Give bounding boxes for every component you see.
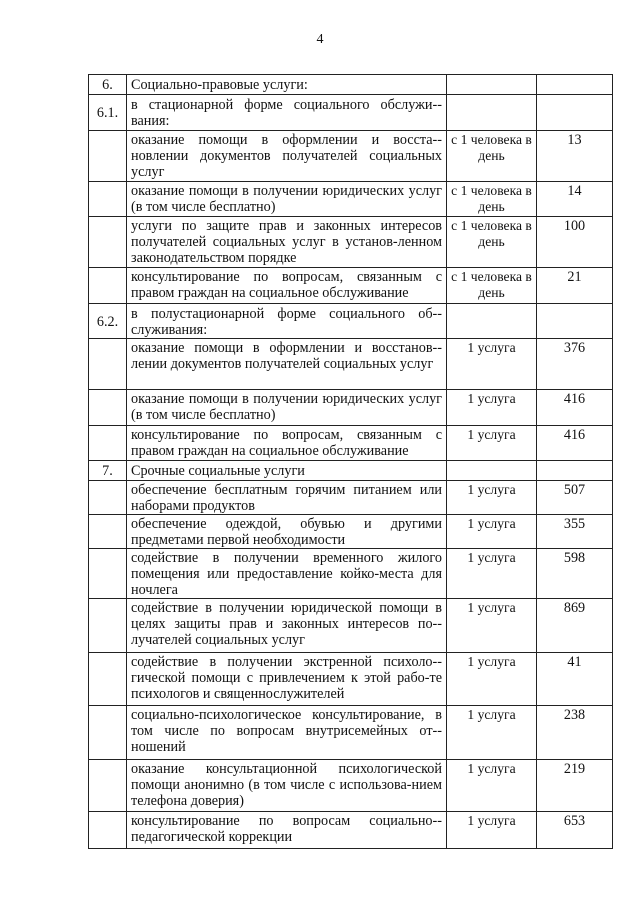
service-description-cell: оказание помощи в получении юридических услуг (в том числе бесплатно) bbox=[127, 390, 447, 426]
unit-cell: 1 услуга bbox=[447, 599, 537, 653]
table-row bbox=[89, 481, 613, 515]
row-number-cell bbox=[89, 390, 127, 426]
service-description-cell: в полустационарной форме социального об-служивания: bbox=[127, 304, 447, 339]
tariff-value-cell bbox=[537, 461, 613, 481]
row-number-cell bbox=[89, 217, 127, 268]
tariff-value-cell: 14 bbox=[537, 182, 613, 217]
section-row bbox=[89, 461, 613, 481]
service-description-cell: оказание помощи в получении юридических услуг (в том числе бесплатно) bbox=[127, 182, 447, 217]
row-number-cell: 7. bbox=[89, 461, 127, 481]
page-number: 4 bbox=[316, 32, 324, 47]
table-row bbox=[89, 549, 613, 599]
table-row bbox=[89, 653, 613, 706]
table-row bbox=[89, 599, 613, 653]
row-number-cell bbox=[89, 131, 127, 182]
service-description-cell: консультирование по вопросам, связанным с правом граждан на социальное обслуживание bbox=[127, 426, 447, 461]
unit-cell: 1 услуга bbox=[447, 481, 537, 515]
table-row bbox=[89, 426, 613, 461]
table-row bbox=[89, 706, 613, 760]
service-description-cell: Срочные социальные услуги bbox=[127, 461, 447, 481]
service-description-cell: Социально-правовые услуги: bbox=[127, 75, 447, 95]
row-number-cell bbox=[89, 426, 127, 461]
tariff-value-cell: 238 bbox=[537, 706, 613, 760]
row-number-cell bbox=[89, 706, 127, 760]
service-description-cell: обеспечение одеждой, обувью и другими предметами первой необходимости bbox=[127, 515, 447, 549]
unit-cell: с 1 человека в день bbox=[447, 217, 537, 268]
row-number-cell bbox=[89, 481, 127, 515]
table-row bbox=[89, 182, 613, 217]
tariff-value-cell bbox=[537, 75, 613, 95]
tariff-value-cell: 355 bbox=[537, 515, 613, 549]
unit-cell: 1 услуга bbox=[447, 760, 537, 812]
unit-cell: с 1 человека в день bbox=[447, 182, 537, 217]
row-number-cell: 6. bbox=[89, 75, 127, 95]
tariff-value-cell: 416 bbox=[537, 390, 613, 426]
service-description-cell: в стационарной форме социального обслужи-вания: bbox=[127, 95, 447, 131]
service-description-cell: содействие в получении экстренной психоло-гической помощи с привлечением к этой рабо-те психологов и священнослужителей bbox=[127, 653, 447, 706]
service-description-cell: социально-психологическое консультирование, в том числе по вопросам внутрисемейных от-ношений bbox=[127, 706, 447, 760]
tariff-value-cell bbox=[537, 304, 613, 339]
tariff-value-cell: 376 bbox=[537, 339, 613, 390]
row-number-cell bbox=[89, 268, 127, 304]
row-number-cell bbox=[89, 812, 127, 849]
table-row bbox=[89, 812, 613, 849]
tariff-value-cell: 13 bbox=[537, 131, 613, 182]
service-description-cell: консультирование по вопросам, связанным с правом граждан на социальное обслуживание bbox=[127, 268, 447, 304]
unit-cell: 1 услуга bbox=[447, 812, 537, 849]
unit-cell: 1 услуга bbox=[447, 515, 537, 549]
tariff-value-cell: 869 bbox=[537, 599, 613, 653]
tariff-value-cell: 653 bbox=[537, 812, 613, 849]
service-description-cell: содействие в получении временного жилого помещения или предоставление койко-места для ночлега bbox=[127, 549, 447, 599]
unit-cell: с 1 человека в день bbox=[447, 131, 537, 182]
row-number-cell bbox=[89, 760, 127, 812]
table-row bbox=[89, 339, 613, 390]
table-body bbox=[89, 75, 613, 849]
tariff-value-cell: 100 bbox=[537, 217, 613, 268]
table-row bbox=[89, 217, 613, 268]
row-number-cell: 6.2. bbox=[89, 304, 127, 339]
tariff-value-cell: 598 bbox=[537, 549, 613, 599]
services-tariff-table bbox=[88, 74, 613, 849]
tariff-value-cell: 507 bbox=[537, 481, 613, 515]
service-description-cell: обеспечение бесплатным горячим питанием или наборами продуктов bbox=[127, 481, 447, 515]
unit-cell: 1 услуга bbox=[447, 653, 537, 706]
tariff-value-cell: 21 bbox=[537, 268, 613, 304]
service-description-cell: услуги по защите прав и законных интересов получателей социальных услуг в установ-ленном законодательством порядке bbox=[127, 217, 447, 268]
table-row bbox=[89, 390, 613, 426]
unit-cell bbox=[447, 461, 537, 481]
tariff-value-cell: 219 bbox=[537, 760, 613, 812]
row-number-cell bbox=[89, 515, 127, 549]
table-row bbox=[89, 131, 613, 182]
row-number-cell: 6.1. bbox=[89, 95, 127, 131]
row-number-cell bbox=[89, 339, 127, 390]
unit-cell: 1 услуга bbox=[447, 390, 537, 426]
row-number-cell bbox=[89, 599, 127, 653]
table-row bbox=[89, 760, 613, 812]
unit-cell: с 1 человека в день bbox=[447, 268, 537, 304]
unit-cell bbox=[447, 95, 537, 131]
section-row bbox=[89, 95, 613, 131]
service-description-cell: оказание помощи в оформлении и восста-новлении документов получателей социальных услуг bbox=[127, 131, 447, 182]
unit-cell: 1 услуга bbox=[447, 339, 537, 390]
table-row bbox=[89, 515, 613, 549]
table-row bbox=[89, 268, 613, 304]
unit-cell bbox=[447, 75, 537, 95]
unit-cell: 1 услуга bbox=[447, 706, 537, 760]
tariff-value-cell bbox=[537, 95, 613, 131]
service-description-cell: консультирование по вопросам социально-педагогической коррекции bbox=[127, 812, 447, 849]
row-number-cell bbox=[89, 653, 127, 706]
section-row bbox=[89, 304, 613, 339]
row-number-cell bbox=[89, 182, 127, 217]
row-number-cell bbox=[89, 549, 127, 599]
tariff-value-cell: 41 bbox=[537, 653, 613, 706]
service-description-cell: оказание помощи в оформлении и восстанов-лении документов получателей социальных услуг bbox=[127, 339, 447, 390]
tariff-value-cell: 416 bbox=[537, 426, 613, 461]
section-row bbox=[89, 75, 613, 95]
unit-cell bbox=[447, 304, 537, 339]
service-description-cell: содействие в получении юридической помощи в целях защиты прав и законных интересов по-лучателей социальных услуг bbox=[127, 599, 447, 653]
unit-cell: 1 услуга bbox=[447, 549, 537, 599]
service-description-cell: оказание консультационной психологической помощи анонимно (в том числе с использова-нием телефона доверия) bbox=[127, 760, 447, 812]
unit-cell: 1 услуга bbox=[447, 426, 537, 461]
